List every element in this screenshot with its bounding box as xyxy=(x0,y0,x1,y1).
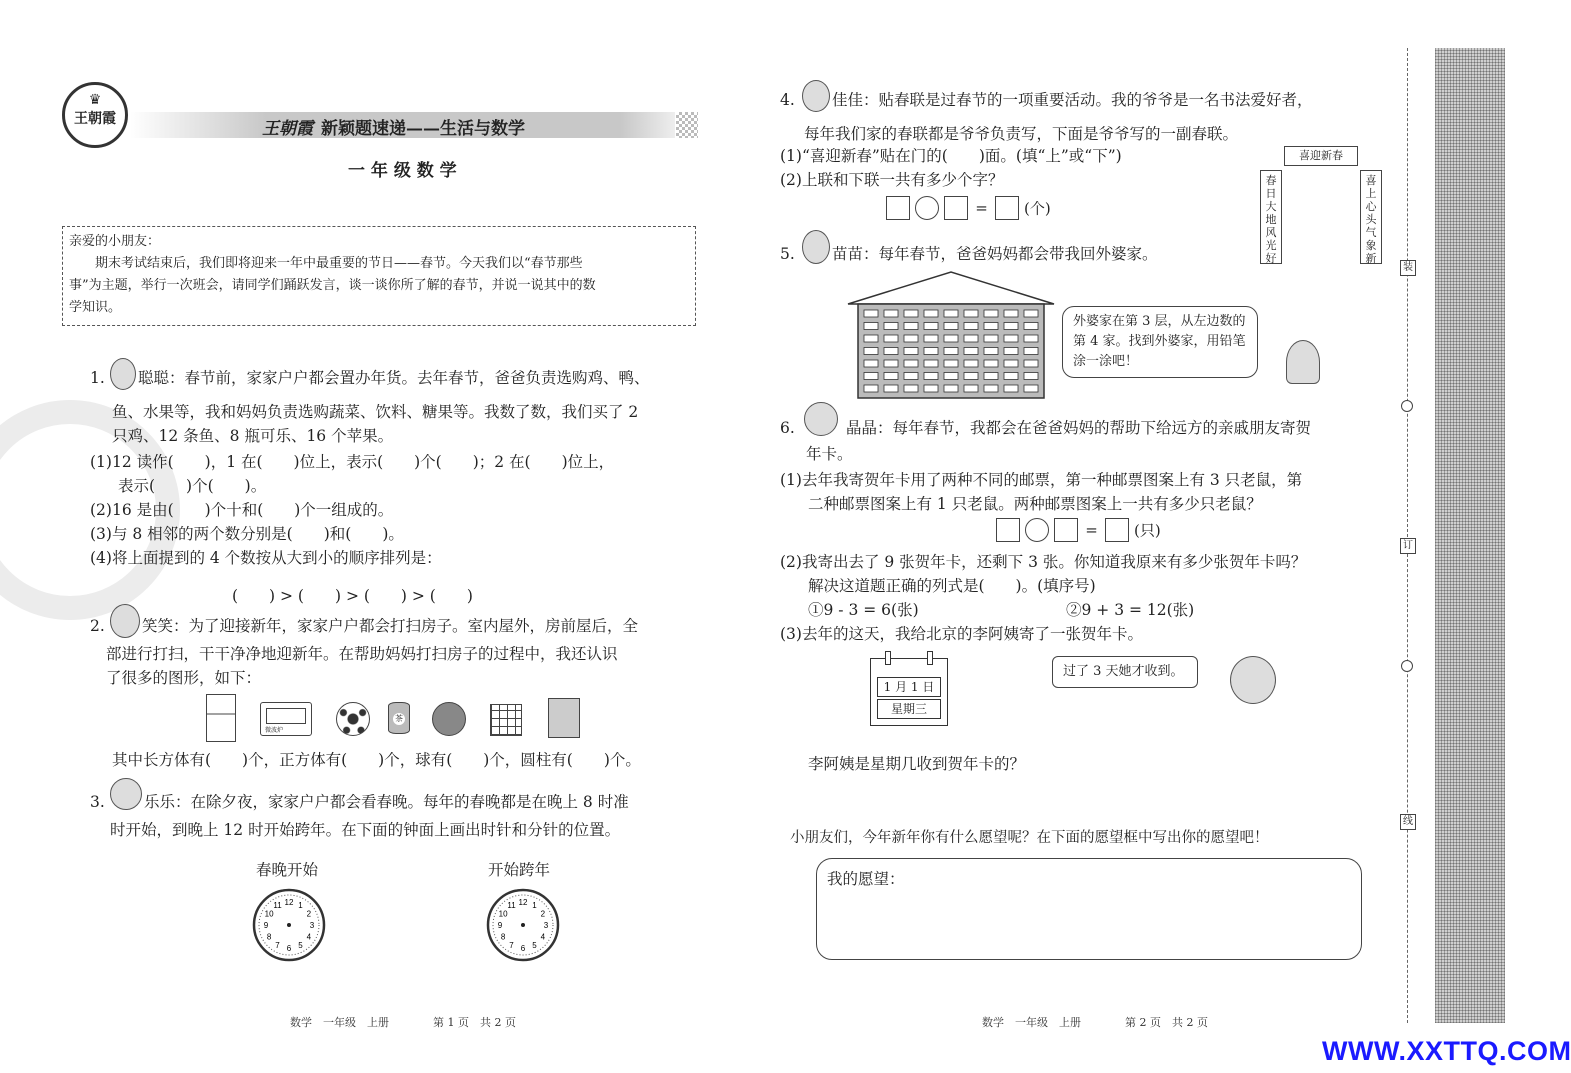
building-window[interactable] xyxy=(964,310,978,317)
clock-numeral: 7 xyxy=(509,940,514,950)
fridge-shape xyxy=(206,694,236,742)
jiajia-avatar xyxy=(802,80,830,112)
building-window[interactable] xyxy=(864,310,878,317)
q4-box3[interactable] xyxy=(995,196,1019,220)
q1-part4: (4)将上面提到的 4 个数按从大到小的顺序排列是： xyxy=(90,549,442,567)
building-window[interactable] xyxy=(984,360,998,367)
building-window[interactable] xyxy=(864,385,878,392)
q4-number: 4. xyxy=(780,91,795,109)
building-window[interactable] xyxy=(1024,373,1038,380)
brand-script: 王朝霞 xyxy=(262,119,313,139)
building-window[interactable] xyxy=(1024,310,1038,317)
clock-numeral: 2 xyxy=(306,909,312,919)
building-window[interactable] xyxy=(964,348,978,355)
binding-mark-2: 订 xyxy=(1400,538,1416,554)
tea-can-shape xyxy=(388,702,410,734)
clock-numeral: 1 xyxy=(298,901,303,911)
q4-box2[interactable] xyxy=(944,196,968,220)
clock-numeral: 11 xyxy=(273,901,282,911)
building-window[interactable] xyxy=(984,385,998,392)
clock-numeral: 6 xyxy=(520,944,526,953)
miaomiao-figure xyxy=(1286,340,1320,384)
clock-numeral: 5 xyxy=(532,940,537,950)
building-window[interactable] xyxy=(884,335,898,342)
q4-part1: (1)“喜迎新春”贴在门的( )面。(填“上”或“下”) xyxy=(780,147,1122,165)
clock-face-2 xyxy=(486,888,560,962)
building-window[interactable] xyxy=(864,360,878,367)
intro-line1: 期末考试结束后，我们即将迎来一年中最重要的节日——春节。今天我们以“春节那些 xyxy=(95,256,583,271)
clock-numeral: 7 xyxy=(275,940,280,950)
building-window[interactable] xyxy=(904,385,918,392)
q6-option2: ②9 + 3 = 12(张) xyxy=(1066,601,1195,619)
q6-speech-bubble: 过了 3 天她才收到。 xyxy=(1052,656,1198,688)
building-window[interactable] xyxy=(884,373,898,380)
q4-equals: = xyxy=(975,199,988,217)
logo: ♛ 王朝霞 xyxy=(62,82,128,148)
clock-numeral: 12 xyxy=(518,898,528,907)
q6-question: 李阿姨是星期几收到贺年卡的？ xyxy=(808,755,1026,773)
building-window[interactable] xyxy=(944,373,958,380)
building-window[interactable] xyxy=(1004,373,1018,380)
intro-box xyxy=(62,226,696,326)
building-window[interactable] xyxy=(964,323,978,330)
building-window[interactable] xyxy=(984,373,998,380)
jingjing-figure xyxy=(1230,656,1276,704)
q6-part2a: (2)我寄出去了 9 张贺年卡，还剩下 3 张。你知道我原来有多少张贺年卡吗？ xyxy=(780,553,1307,571)
miaomiao-avatar xyxy=(802,230,830,264)
building-window[interactable] xyxy=(884,348,898,355)
q6-equals: = xyxy=(1085,521,1098,539)
q5-speech-bubble: 外婆家在第 3 层，从左边数的第 4 家。找到外婆家，用铅笔涂一涂吧！ xyxy=(1062,306,1258,378)
q4-box1[interactable] xyxy=(886,196,910,220)
building-window[interactable] xyxy=(924,373,938,380)
clock-numeral: 1 xyxy=(532,901,537,911)
cabinet-shape xyxy=(548,698,580,738)
q2-line2: 部进行打扫，干干净净地迎新年。在帮助妈妈打扫房子的过程中，我还认识 xyxy=(106,645,618,663)
intro-line2: 事”为主题，举行一次班会，请同学们踊跃发言，谈一谈你所了解的春节，并说一说其中的数 xyxy=(69,278,596,293)
building-window[interactable] xyxy=(924,323,938,330)
q6-part1b: 二种邮票图案上有 1 只老鼠。两种邮票图案上一共有多少只老鼠？ xyxy=(808,495,1262,513)
basketball-icon xyxy=(432,702,466,736)
clock-numeral: 2 xyxy=(540,909,546,919)
building-window[interactable] xyxy=(1004,348,1018,355)
building-window[interactable] xyxy=(1024,348,1038,355)
congcong-avatar xyxy=(110,358,136,390)
banner-checker xyxy=(676,112,698,138)
clock-numeral: 6 xyxy=(286,944,292,953)
calendar-weekday: 星期三 xyxy=(877,699,941,719)
building-window[interactable] xyxy=(864,323,878,330)
q5-number: 5. xyxy=(780,245,795,263)
intro-line3: 学知识。 xyxy=(69,300,122,315)
building-window[interactable] xyxy=(964,335,978,342)
side-hatch-band xyxy=(1435,48,1505,1023)
building-window[interactable] xyxy=(944,310,958,317)
building-window[interactable] xyxy=(1024,360,1038,367)
cube-shape xyxy=(490,704,522,736)
calendar-date: 1 月 1 日 xyxy=(877,677,941,697)
apartment-building xyxy=(846,270,1056,400)
q1-part2: (2)16 是由( )个十和( )个一组成的。 xyxy=(90,501,394,519)
q4-line2: 每年我们家的春联都是爷爷负责写，下面是爷爷写的一副春联。 xyxy=(804,125,1239,143)
building-window[interactable] xyxy=(904,310,918,317)
building-window[interactable] xyxy=(944,348,958,355)
couplet-top: 喜迎新春 xyxy=(1284,146,1358,166)
clock2-label: 开始跨年 xyxy=(488,861,551,879)
clock-numeral: 4 xyxy=(540,932,546,942)
building-window[interactable] xyxy=(984,323,998,330)
q2-number: 2. xyxy=(90,617,105,635)
binding-mark-3: 线 xyxy=(1400,814,1416,830)
building-window[interactable] xyxy=(944,335,958,342)
clock-numeral: 3 xyxy=(543,921,549,930)
building-window[interactable] xyxy=(984,335,998,342)
building-window[interactable] xyxy=(1004,335,1018,342)
building-window[interactable] xyxy=(1004,385,1018,392)
q2-line3: 了很多的图形，如下： xyxy=(106,669,262,687)
q6-box1[interactable] xyxy=(996,518,1020,542)
footer-right: 数学 一年级 上册 第 2 页 共 2 页 xyxy=(982,1016,1208,1029)
q6-part1a: (1)去年我寄贺年卡用了两种不同的邮票，第一种邮票图案上有 3 只老鼠，第 xyxy=(780,471,1303,489)
footer-left: 数学 一年级 上册 第 1 页 共 2 页 xyxy=(290,1016,516,1029)
series-title: 王朝霞 新颖题速递——生活与数学 xyxy=(262,119,525,139)
building-window[interactable] xyxy=(964,385,978,392)
building-window[interactable] xyxy=(1024,335,1038,342)
building-window[interactable] xyxy=(864,373,878,380)
q1-line1: 聪聪：春节前，家家户户都会置办年货。去年春节，爸爸负责选购鸡、鸭、 xyxy=(138,369,650,387)
clock-numeral: 11 xyxy=(507,901,516,911)
logo-text: 王朝霞 xyxy=(74,111,116,127)
q4-equation xyxy=(886,196,1051,220)
building-window[interactable] xyxy=(904,335,918,342)
q1-line2: 鱼、水果等，我和妈妈负责选购蔬菜、饮料、糖果等。我数了数，我们买了 2 xyxy=(112,403,639,421)
q6-line1: 晶晶：每年春节，我都会在爸爸妈妈的帮助下给远方的亲戚朋友寄贺 xyxy=(846,419,1312,437)
building-window[interactable] xyxy=(864,335,878,342)
building-window[interactable] xyxy=(864,348,878,355)
building-window[interactable] xyxy=(1024,385,1038,392)
q6-part2b: 解决这道题正确的列式是( )。(填序号) xyxy=(808,577,1096,595)
q1-part1b: 表示( )个( )。 xyxy=(118,477,267,495)
clock-numeral: 9 xyxy=(497,921,503,930)
soccer-ball-icon xyxy=(336,702,370,736)
clock-numeral: 8 xyxy=(266,932,272,942)
q4-operator-circle[interactable] xyxy=(915,196,939,220)
building-window[interactable] xyxy=(884,323,898,330)
building-window[interactable] xyxy=(964,360,978,367)
building-window[interactable] xyxy=(904,323,918,330)
q5-line1: 苗苗：每年春节，爸爸妈妈都会带我回外婆家。 xyxy=(832,245,1158,263)
building-window[interactable] xyxy=(944,385,958,392)
building-window[interactable] xyxy=(924,348,938,355)
microwave-shape xyxy=(260,702,312,736)
intro-greeting: 亲爱的小朋友： xyxy=(69,234,161,249)
q1-part1a: (1)12 读作( )，1 在( )位上，表示( )个( )；2 在( )位上， xyxy=(90,453,615,471)
binding-dot-2 xyxy=(1401,660,1413,672)
clock1-label: 春晚开始 xyxy=(256,861,319,879)
jingjing-avatar xyxy=(804,402,838,436)
desk-calendar xyxy=(870,658,948,726)
q2-answer: 其中长方体有( )个，正方体有( )个，球有( )个，圆柱有( )个。 xyxy=(112,751,641,769)
clock-numeral: 10 xyxy=(498,909,508,919)
building-window[interactable] xyxy=(924,335,938,342)
q3-line1: 乐乐：在除夕夜，家家户户都会看春晚。每年的春晚都是在晚上 8 时准 xyxy=(144,793,629,811)
building-window[interactable] xyxy=(924,360,938,367)
building-window[interactable] xyxy=(884,310,898,317)
q4-unit: (个) xyxy=(1024,199,1051,218)
q3-number: 3. xyxy=(90,793,105,811)
q6-option1: ①9 - 3 = 6(张) xyxy=(808,601,919,619)
q6-line2: 年卡。 xyxy=(806,445,853,463)
clock-numeral: 12 xyxy=(284,898,294,907)
lele-avatar xyxy=(110,778,142,810)
q1-line3: 只鸡、12 条鱼、8 瓶可乐、16 个苹果。 xyxy=(112,427,394,445)
couplet-right: 喜上心头气象新 xyxy=(1360,170,1382,264)
q6-part3: (3)去年的这天，我给北京的李阿姨寄了一张贺年卡。 xyxy=(780,625,1143,643)
wish-prompt: 小朋友们，今年新年你有什么愿望呢？在下面的愿望框中写出你的愿望吧！ xyxy=(790,830,1269,846)
clock-numeral: 4 xyxy=(306,932,312,942)
q6-box3[interactable] xyxy=(1105,518,1129,542)
clock-face-1 xyxy=(252,888,326,962)
q3-line2: 时开始，到晚上 12 时开始跨年。在下面的钟面上画出时针和分针的位置。 xyxy=(110,821,621,839)
q4-part2: (2)上联和下联一共有多少个字？ xyxy=(780,171,1004,189)
q1-part4-answer: ( ) > ( ) > ( ) > ( ) xyxy=(232,587,473,605)
clock-numeral: 5 xyxy=(298,940,303,950)
q6-box2[interactable] xyxy=(1054,518,1078,542)
q4-line1: 佳佳：贴春联是过春节的一项重要活动。我的爷爷是一名书法爱好者， xyxy=(832,91,1313,109)
clock-numeral: 3 xyxy=(309,921,315,930)
building-window[interactable] xyxy=(944,360,958,367)
q6-equation xyxy=(996,518,1161,542)
building-window[interactable] xyxy=(884,385,898,392)
microwave-label: 微波炉 xyxy=(265,727,284,734)
building-window[interactable] xyxy=(1004,310,1018,317)
binding-cut-line xyxy=(1407,48,1408,1023)
building-window[interactable] xyxy=(1024,323,1038,330)
xiaoxiao-avatar xyxy=(110,604,140,638)
building-window[interactable] xyxy=(984,310,998,317)
binding-mark-1: 装 xyxy=(1400,260,1416,276)
clock-numeral: 8 xyxy=(500,932,506,942)
building-window[interactable] xyxy=(1004,323,1018,330)
building-window[interactable] xyxy=(884,360,898,367)
building-window[interactable] xyxy=(924,385,938,392)
couplet-left: 春日大地风光好 xyxy=(1260,170,1282,264)
building-window[interactable] xyxy=(944,323,958,330)
building-window[interactable] xyxy=(984,348,998,355)
building-window[interactable] xyxy=(904,348,918,355)
q6-unit: (只) xyxy=(1134,521,1161,540)
q6-number: 6. xyxy=(780,419,795,437)
q1-number: 1. xyxy=(90,369,105,387)
tea-can-label: 茶 xyxy=(395,714,403,723)
wish-box[interactable] xyxy=(816,858,1362,960)
building-window[interactable] xyxy=(924,310,938,317)
subject-title: 一 年 级 数 学 xyxy=(348,161,457,181)
building-window[interactable] xyxy=(964,373,978,380)
binding-dot-1 xyxy=(1401,400,1413,412)
building-window[interactable] xyxy=(1004,360,1018,367)
q6-operator-circle[interactable] xyxy=(1025,518,1049,542)
clock-numeral: 10 xyxy=(264,909,274,919)
wish-label: 我的愿望： xyxy=(827,870,905,888)
building-window[interactable] xyxy=(904,360,918,367)
clock-numeral: 9 xyxy=(263,921,269,930)
q2-line1: 笑笑：为了迎接新年，家家户户都会打扫房子。室内屋外，房前屋后，全 xyxy=(142,617,639,635)
site-watermark: WWW.XXTTQ.COM xyxy=(1322,1036,1571,1066)
q1-part3: (3)与 8 相邻的两个数分别是( )和( )。 xyxy=(90,525,404,543)
building-window[interactable] xyxy=(904,373,918,380)
